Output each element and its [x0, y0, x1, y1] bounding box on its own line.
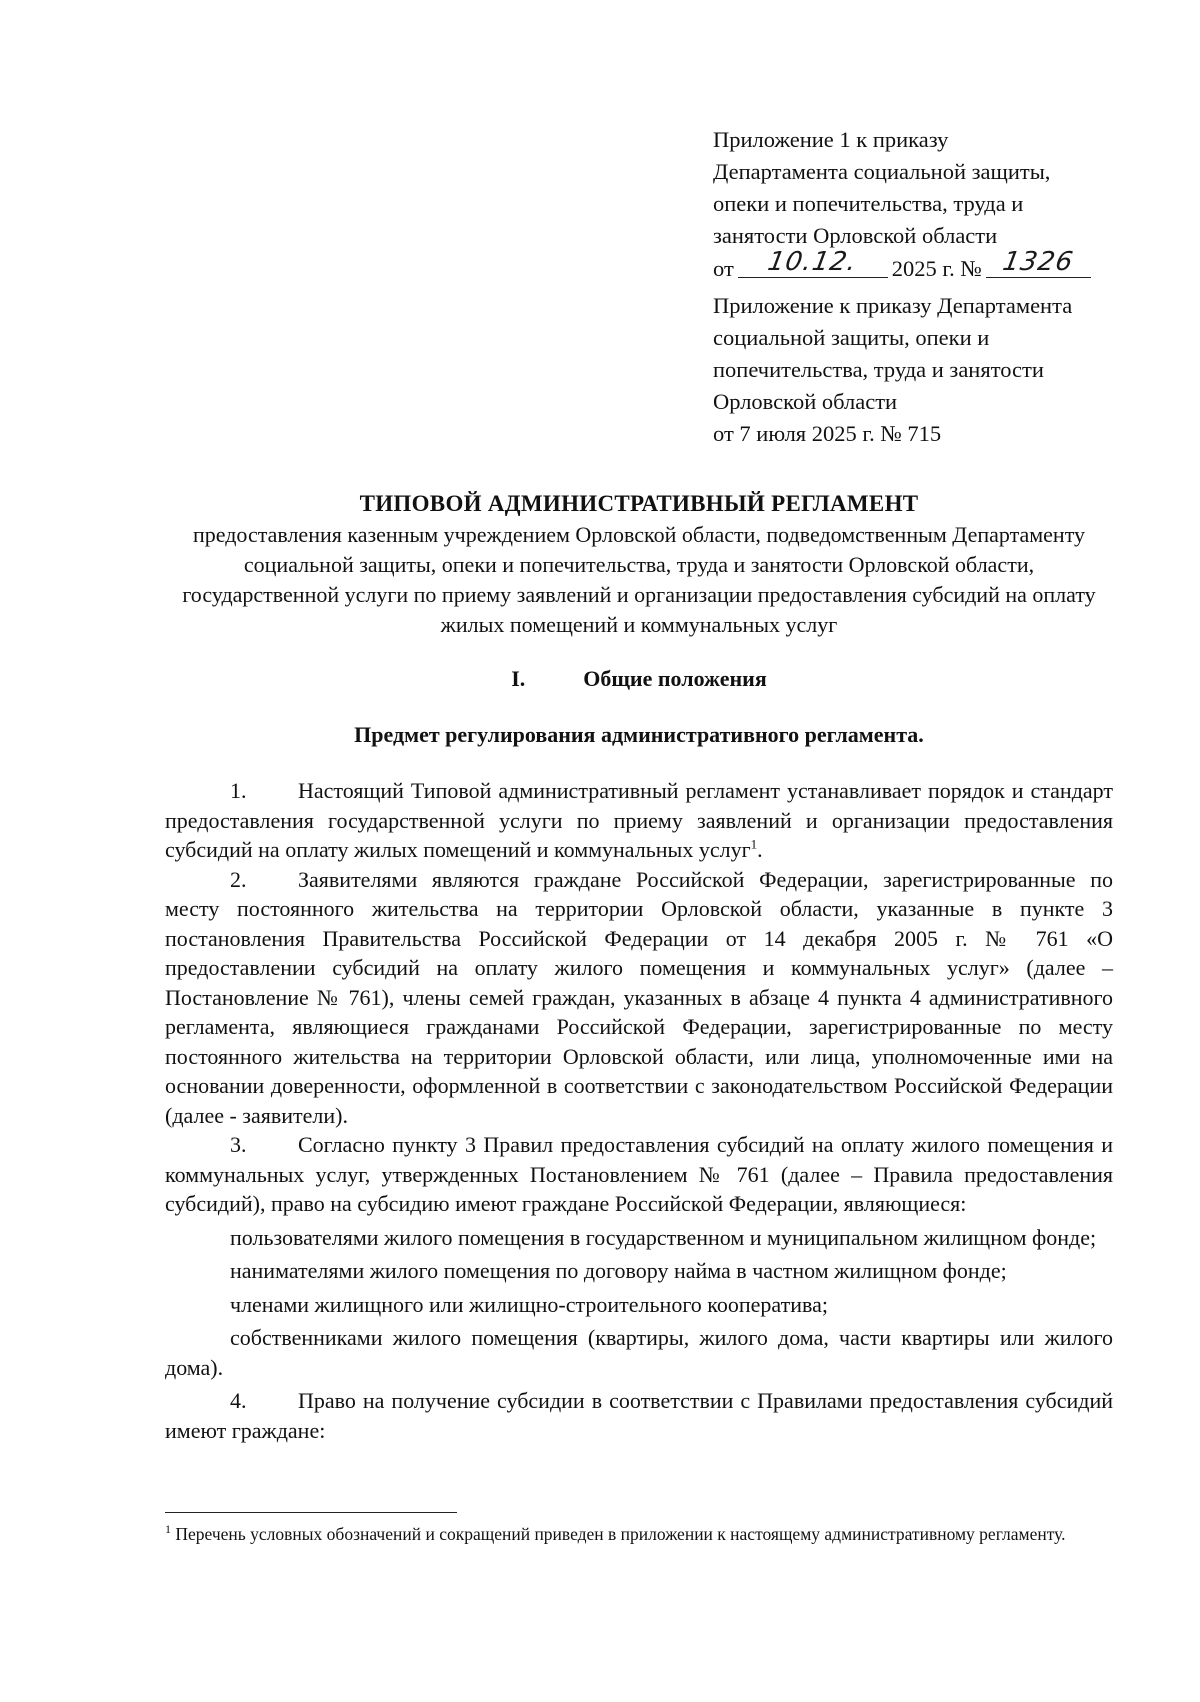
footnote [165, 1522, 1113, 1546]
subsection-heading: Предмет регулирования административного регламента. [354, 722, 924, 747]
appendix-line: социальной защиты, опеки и [713, 325, 990, 350]
appendix-date-line [713, 247, 1133, 285]
document-title: ТИПОВОЙ АДМИНИСТРАТИВНЫЙ РЕГЛАМЕНТ [359, 491, 919, 516]
section-heading [165, 664, 1113, 694]
list-item: пользователями жилого помещения в государственном и муниципальном жилищном фонде; [230, 1224, 1097, 1250]
paragraph-text: Заявителями являются граждане Российской Федерации, зарегистрированные по месту постоянного жительства на территории Орловской области, указанные в пункте 3 постановления Правительства Российской Федерации от 14 декабря 2005 г. № 761 «О предоставлении субсидий на оплату жилого помещения и коммунальных услуг» (далее – Постановление № 761), члены семей граждан, указанных в абзаце 4 пункта 4 административного регламента, являющиеся гражданами Российской Федерации, зарегистрированные по месту постоянного жительства на территории Орловской области, или лица, уполномоченные ими на основании доверенности, оформленной в соответствии с законодательством Российской Федерации (далее - заявители). [165, 866, 1113, 1128]
paragraph-2 [165, 865, 1113, 1131]
list-item: членами жилищного или жилищно-строительного кооператива; [230, 1291, 828, 1317]
handwritten-number: 1326 [1000, 247, 1077, 277]
paragraph-number: 3. [230, 1132, 247, 1157]
appendix-line: от 7 июля 2025 г. № 715 [713, 421, 942, 446]
paragraph-number: 2. [230, 866, 247, 892]
paragraph-text: Согласно пункту 3 Правил предоставления субсидий на оплату жилого помещения и коммунальных услуг, утвержденных Постановлением № 761 (далее – Правила предоставления субсидий), право на субсидию имеют граждане Российской Федерации, являющиеся: [165, 1132, 1113, 1216]
paragraph-4 [165, 1386, 1113, 1445]
year-text: 2025 г. № [891, 256, 982, 281]
appendix-line: Орловской области [713, 389, 898, 414]
document-subtitle: предоставления казенным учреждением Орловской области, подведомственным Департаменту социальной защиты, опеки и попечительства, труда и занятости Орловской области, государственной услуги по приему заявлений и организации предоставления субсидий на оплату жилых помещений и коммунальных услуг [182, 522, 1096, 637]
appendix-line: Департамента социальной защиты, [713, 159, 1051, 184]
appendix-line: опеки и попечительства, труда и [713, 191, 1024, 216]
list-item: нанимателями жилого помещения по договору найма в частном жилищном фонде; [230, 1258, 1007, 1283]
document-body [165, 488, 1113, 1445]
paragraph-1 [165, 776, 1113, 865]
paragraph-number: 4. [230, 1388, 247, 1413]
paragraph-text: Право на получение субсидии в соответствии с Правилами предоставления субсидий имеют граждане: [165, 1388, 1113, 1443]
appendix-line: попечительства, труда и занятости [713, 357, 1044, 382]
section-title: Общие положения [583, 666, 767, 691]
section-number: I. [511, 666, 526, 691]
appendix-line: Приложение 1 к приказу [713, 127, 949, 152]
appendix-line: занятости Орловской области [713, 223, 998, 248]
footnote-reference: 1 [750, 836, 758, 852]
footnote-divider [165, 1512, 457, 1513]
handwritten-number-field [986, 247, 1091, 278]
footnote-text: Перечень условных обозначений и сокращений приведен в приложении к настоящему административному регламенту. [175, 1524, 1066, 1544]
paragraph-text: Настоящий Типовой административный регламент устанавливает порядок и стандарт предоставления государственной услуги по приему заявлений и организации предоставления субсидий на оплату жилых помещений и коммунальных услуг [165, 778, 1113, 862]
handwritten-date-field [738, 247, 888, 278]
list-item: собственниками жилого помещения (квартиры, жилого дома, части квартиры или жилого дома). [165, 1325, 1113, 1380]
handwritten-date: 10.12. [765, 247, 860, 277]
paragraph-end: . [757, 837, 763, 862]
appendix-previous-header [713, 290, 1133, 450]
paragraph-3 [165, 1130, 1113, 1219]
date-prefix: от [713, 256, 734, 281]
appendix-current-header [713, 124, 1133, 285]
paragraph-number: 1. [230, 778, 247, 803]
footnote-mark: 1 [165, 1522, 171, 1537]
appendix-line: Приложение к приказу Департамента [713, 293, 1073, 318]
